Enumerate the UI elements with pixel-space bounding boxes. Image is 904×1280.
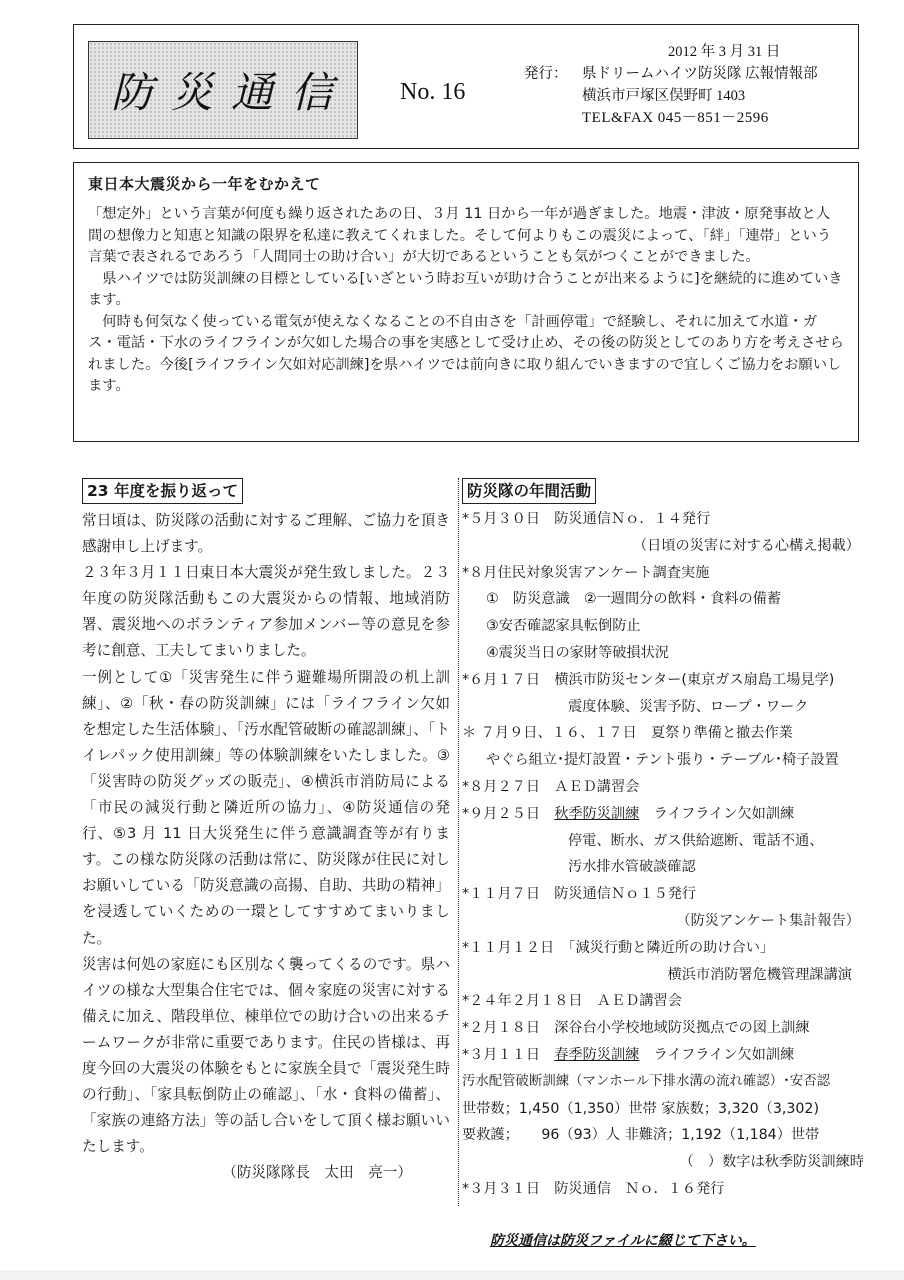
- activity-date: *９月２５日: [462, 805, 555, 822]
- publisher-label: 発行：: [524, 66, 568, 82]
- stat-households-row: [462, 1096, 872, 1123]
- stat-aid-row: [462, 1122, 872, 1149]
- activity-item: [462, 935, 872, 989]
- title-plate: [88, 41, 358, 139]
- drill-detail: 汚水配管破断訓練（マンホール下排水溝の流れ確認）･安否認: [462, 1073, 830, 1089]
- column-divider: [458, 478, 459, 1206]
- activity-item: [462, 988, 872, 1015]
- review-paragraph: 災害は何処の家庭にも区別なく襲ってくるのです。県ハイツの様な大型集合住宅では、個々家庭の災害に対する備えに加え、階段単位、棟単位での助け合いの出来るチームワークが非常に重要であります。住民の皆様は、再度今回の大震災の体験をもとに家族全員で「震災発生時の行動」、「家具転倒防止の確認」、「水・食料の備蓄」、「家族の連絡方法」等の話し合いをして頂く様お願いいたします。: [82, 955, 450, 1156]
- publisher-tel: TEL&FAX 045－851－2596: [582, 110, 769, 126]
- activity-sub: （日頃の災害に対する心構え掲載）: [632, 537, 860, 554]
- activity-text: *５月３０日 防災通信Ｎｏ．１４発行: [462, 511, 711, 527]
- activity-sub: ③安否確認家具転倒防止: [486, 618, 641, 635]
- activity-item: [462, 774, 872, 801]
- activity-text: *８月住民対象災害アンケート調査実施: [462, 564, 710, 581]
- scan-edge: [0, 1270, 904, 1280]
- stat-households: 1,450（1,350）世帯: [518, 1100, 657, 1117]
- activity-sub: 停電、断水、ガス供給遮断、電話不通、: [568, 832, 824, 849]
- review-paragraph: ２３年３月１１日東日本大震災が発生致しました。２３年度の防災隊活動もこの大震災からの情報、地域消防署、震災地へのボランティア参加メンバー等の意見を参考に創意、工夫してまいりました。: [82, 564, 450, 660]
- activity-sub: 震度体験、災害予防、ロープ・ワーク: [568, 698, 809, 715]
- activities-title: 防災隊の年間活動: [462, 478, 596, 504]
- review-paragraph: 一例として①「災害発生に伴う避難場所開設の机上訓練」、②「秋・春の防災訓練」には「ライフライン欠如を想定した生活体験」、「汚水配管破断の確認訓練」、「トイレパック使用訓練」等の体験訓練をいたしました。③「災害時の防災グッズの販売」、④横浜市消防局による「市民の減災行動と隣近所の協力」、④防災通信の発行、⑤3 月 11 日大災発生に伴う意識調査等が有ります。この様な防災隊の活動は常に、防災隊が住民に対しお願いしている「防災意識の高揚、自助、共助の精神」を浸透していくための一環としてすすめてまいりました。: [82, 668, 450, 947]
- activity-text: [462, 801, 872, 828]
- review-signature: （防災隊隊長 太田 亮一）: [222, 1164, 412, 1182]
- publisher-info: [524, 41, 844, 129]
- activity-item: [462, 560, 872, 667]
- activity-text: ＊ ７月９日、１６、１７日 夏祭り準備と撤去作業: [462, 725, 793, 742]
- activity-item: [462, 720, 872, 774]
- activity-item: [462, 1015, 872, 1042]
- activity-text: *１１月７日 防災通信Ｎｏ１５発行: [462, 886, 697, 903]
- activities-list: [462, 506, 872, 1203]
- activity-text: *６月１７日 横浜市防災センター(東京ガス扇島工場見学): [462, 671, 835, 688]
- review-body: [82, 508, 450, 1186]
- activity-item: [462, 1042, 872, 1069]
- intro-heading: 東日本大震災から一年をむかえて: [88, 175, 321, 193]
- activity-text: *２４年２月１８日 ＡＥＤ講習会: [462, 993, 682, 1010]
- stat-noevac: 1,192（1,184）世帯: [681, 1127, 820, 1144]
- newsletter-title: 防災通信: [110, 68, 351, 117]
- activity-sub: 横浜市消防署危機管理課講演: [667, 966, 852, 983]
- stat-aid-label: 要救護；: [462, 1127, 519, 1144]
- intro-paragraph: 「想定外」という言葉が何度も繰り返されたあの日、３月 11 日から一年が過ぎました。地震・津波・原発事故と人間の想像力と知恵と知識の限界を私達に教えてくれました。そして何よりもこの震災によって、「絆」「連帯」という言葉で表されるであろう「人間同士の助け合い」が大切であるということも気がつくことができました。: [88, 206, 832, 265]
- activity-sub: やぐら組立･提灯設置・テント張り・テーブル･椅子設置: [486, 752, 839, 769]
- intro-paragraph: 何時も何気なく使っている電気が使えなくなることの不自由さを「計画停電」で経験し、それに加えて水道・ガス・電話・下水のライフラインが欠如した場合の事を実感として受け止め、その後の防災としてのあり方を考えさせられました。今後[ライフライン欠如対応訓練]を県ハイツでは前向きに取り組んでいきますので宜しくご協力をお願いします。: [88, 313, 844, 394]
- footer-note: 防災通信は防災ファイルに綴じて下さい。: [490, 1233, 756, 1249]
- stat-family-label: 家族数；: [661, 1100, 719, 1117]
- activity-drill-type: ライフライン欠如訓練: [639, 805, 795, 822]
- stat-noevac-label: 非難済；: [624, 1127, 682, 1144]
- activity-last-item: *３月３１日 防災通信 Ｎｏ．１６発行: [462, 1180, 725, 1197]
- publisher-address: 横浜市戸塚区俣野町 1403: [582, 88, 746, 104]
- activities-column: [462, 478, 872, 1203]
- stat-note: （ ）数字は秋季防災訓練時: [679, 1154, 864, 1171]
- activity-text: [462, 1042, 872, 1069]
- activity-drill-name: 秋季防災訓練: [554, 805, 640, 822]
- intro-body: [88, 204, 844, 398]
- intro-box: [73, 162, 859, 442]
- issue-date: 2012 年 3 月 31 日: [668, 44, 781, 60]
- review-title: 23 年度を振り返って: [82, 478, 243, 504]
- activity-sub: （防災アンケート集計報告）: [676, 912, 860, 929]
- activity-sub: ① 防災意識 ②一週間分の飲料・食料の備蓄: [486, 591, 782, 608]
- activity-sub: 汚水排水管破談確認: [568, 859, 696, 876]
- masthead: [73, 24, 859, 149]
- activity-drill-type: ライフライン欠如訓練: [639, 1046, 795, 1063]
- activity-item: [462, 801, 872, 881]
- stat-aid: 96（93）人: [541, 1127, 620, 1144]
- activity-item: [462, 506, 872, 560]
- activity-date: *３月１１日: [462, 1046, 555, 1063]
- activity-text: *１１月１２日 「減災行動と隣近所の助け合い」: [462, 939, 775, 956]
- stat-family: 3,320（3,302): [718, 1100, 819, 1117]
- issue-number: No. 16: [400, 79, 466, 105]
- review-column: [82, 478, 450, 1186]
- activity-text: *２月１８日 深谷台小学校地域防災拠点での図上訓練: [462, 1020, 810, 1037]
- activity-item: [462, 881, 872, 935]
- stat-households-label: 世帯数；: [462, 1100, 519, 1117]
- activity-text: *８月２７日 ＡＥＤ講習会: [462, 778, 640, 795]
- publisher-name: 県ドリームハイツ防災隊 広報情報部: [582, 66, 818, 82]
- activity-sub: ④震災当日の家財等破損状況: [486, 644, 669, 661]
- review-paragraph: 常日頃は、防災隊の活動に対するご理解、ご協力を頂き感謝申し上げます。: [82, 512, 450, 556]
- activity-item: [462, 667, 872, 721]
- intro-paragraph: 県ハイツでは防災訓練の目標としている[いざという時お互いが助け合うことが出来るように]を継続的に進めていきます。: [88, 270, 843, 308]
- activity-drill-name: 春季防災訓練: [554, 1046, 640, 1063]
